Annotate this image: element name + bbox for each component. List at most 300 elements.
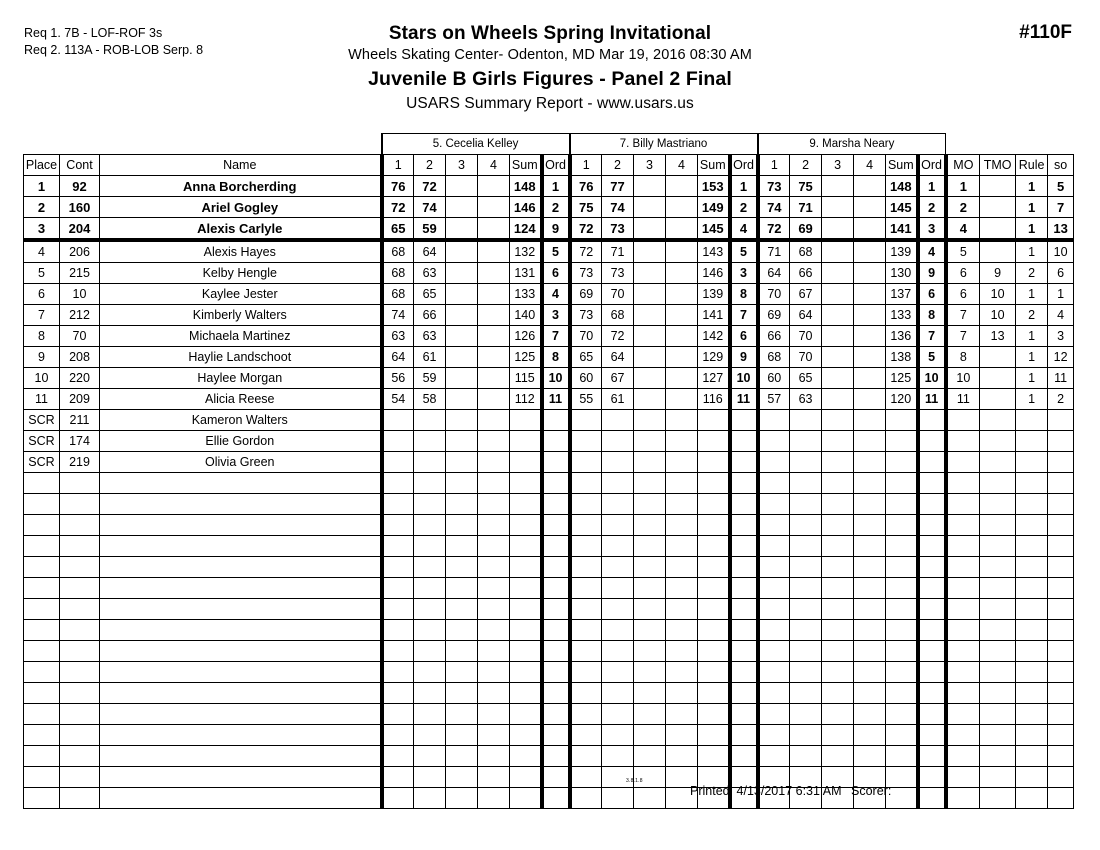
cell-cont: 204 (60, 218, 100, 241)
blank-cell-j3-sum (886, 641, 918, 662)
blank-cell-j3-figure-2 (790, 536, 822, 557)
cell-j1-sum: 132 (510, 240, 542, 263)
cell-j1-sum: 115 (510, 368, 542, 389)
cell-so (1048, 410, 1074, 431)
blank-cell-rule (1016, 536, 1048, 557)
column-header-j3-sum: Sum (886, 155, 918, 176)
cell-tmo (980, 368, 1016, 389)
blank-cell-j3-figure-1 (758, 557, 790, 578)
cell-rule: 1 (1016, 218, 1048, 241)
cell-j2-ord: 2 (730, 197, 758, 218)
blank-cell-j3-figure-2 (790, 515, 822, 536)
blank-cell-rule (1016, 620, 1048, 641)
blank-cell-j1-sum (510, 662, 542, 683)
blank-cell-j2-ord (730, 620, 758, 641)
blank-cell-j3-sum (886, 536, 918, 557)
blank-cell-j1-sum (510, 599, 542, 620)
cell-j2-figure-3 (634, 263, 666, 284)
blank-cell-j1-figure-4 (478, 578, 510, 599)
blank-cell-j1-figure-3 (446, 641, 478, 662)
cell-j3-figure-2: 70 (790, 347, 822, 368)
cell-name: Ellie Gordon (100, 431, 382, 452)
cell-j3-figure-3 (822, 410, 854, 431)
blank-cell-j3-figure-4 (854, 536, 886, 557)
cell-name: Kameron Walters (100, 410, 382, 431)
cell-j2-ord (730, 410, 758, 431)
blank-cell-j2-ord (730, 536, 758, 557)
cell-j3-figure-3 (822, 389, 854, 410)
blank-row (24, 746, 1074, 767)
cell-j1-figure-3 (446, 263, 478, 284)
cell-place: 9 (24, 347, 60, 368)
blank-cell-name (100, 683, 382, 704)
cell-j2-ord: 4 (730, 218, 758, 241)
blank-cell-j3-figure-2 (790, 704, 822, 725)
cell-j1-ord: 3 (542, 305, 570, 326)
cell-j3-figure-4 (854, 410, 886, 431)
cell-j3-ord (918, 431, 946, 452)
blank-row (24, 494, 1074, 515)
column-header-j2-ord: Ord (730, 155, 758, 176)
cell-j2-figure-4 (666, 368, 698, 389)
table-row (24, 218, 1074, 241)
blank-cell-j2-figure-2 (602, 704, 634, 725)
table-row (24, 176, 1074, 197)
blank-cell-j3-sum (886, 704, 918, 725)
cell-j1-ord: 2 (542, 197, 570, 218)
cell-tmo (980, 452, 1016, 473)
column-header-tmo: TMO (980, 155, 1016, 176)
blank-cell-place (24, 620, 60, 641)
cell-j3-figure-2: 68 (790, 240, 822, 263)
blank-cell-j2-ord (730, 725, 758, 746)
blank-cell-place (24, 704, 60, 725)
cell-j3-sum: 138 (886, 347, 918, 368)
cell-tmo (980, 176, 1016, 197)
blank-cell-name (100, 746, 382, 767)
blank-cell-mo (946, 620, 980, 641)
cell-j2-ord: 9 (730, 347, 758, 368)
event-number: #110F (1019, 22, 1072, 43)
blank-cell-tmo (980, 578, 1016, 599)
cell-j3-sum: 145 (886, 197, 918, 218)
blank-cell-so (1048, 536, 1074, 557)
blank-cell-j3-figure-3 (822, 473, 854, 494)
judge-band-tail (946, 134, 1074, 155)
cell-j1-figure-4 (478, 431, 510, 452)
cell-tmo (980, 347, 1016, 368)
column-header-j3-figure-3: 3 (822, 155, 854, 176)
blank-cell-j2-figure-3 (634, 620, 666, 641)
cell-j1-figure-1: 65 (382, 218, 414, 241)
blank-cell-j2-figure-1 (570, 704, 602, 725)
cell-j3-figure-4 (854, 176, 886, 197)
cell-so: 4 (1048, 305, 1074, 326)
blank-cell-j1-figure-3 (446, 746, 478, 767)
blank-cell-j3-figure-2 (790, 683, 822, 704)
scorer-label: Scorer: (851, 784, 892, 798)
blank-cell-j2-figure-1 (570, 494, 602, 515)
blank-cell-j3-sum (886, 578, 918, 599)
cell-mo: 6 (946, 284, 980, 305)
cell-j3-sum: 136 (886, 326, 918, 347)
cell-j3-figure-4 (854, 368, 886, 389)
cell-name: Kaylee Jester (100, 284, 382, 305)
blank-cell-j3-ord (918, 599, 946, 620)
blank-cell-rule (1016, 599, 1048, 620)
cell-j3-figure-4 (854, 347, 886, 368)
cell-j2-ord: 10 (730, 368, 758, 389)
table-row (24, 240, 1074, 263)
requirement-line-1: Req 1. 7B - LOF-ROF 3s (24, 26, 163, 40)
cell-mo (946, 410, 980, 431)
blank-cell-j3-figure-1 (758, 515, 790, 536)
blank-cell-j1-sum (510, 641, 542, 662)
blank-cell-j3-figure-1 (758, 494, 790, 515)
table-row (24, 410, 1074, 431)
blank-cell-j3-figure-3 (822, 599, 854, 620)
blank-cell-j3-figure-2 (790, 473, 822, 494)
cell-j3-ord (918, 410, 946, 431)
cell-j1-ord: 1 (542, 176, 570, 197)
cell-j2-figure-3 (634, 284, 666, 305)
cell-j2-figure-4 (666, 305, 698, 326)
blank-cell-j1-figure-1 (382, 683, 414, 704)
cell-j2-figure-3 (634, 218, 666, 241)
blank-cell-name (100, 473, 382, 494)
cell-j1-figure-3 (446, 452, 478, 473)
blank-cell-cont (60, 473, 100, 494)
blank-cell-j3-sum (886, 620, 918, 641)
blank-cell-j1-sum (510, 494, 542, 515)
cell-place: 4 (24, 240, 60, 263)
column-header-j2-figure-4: 4 (666, 155, 698, 176)
blank-cell-j3-figure-3 (822, 494, 854, 515)
blank-cell-j2-ord (730, 578, 758, 599)
blank-cell-j3-figure-4 (854, 599, 886, 620)
blank-cell-tmo (980, 536, 1016, 557)
cell-j3-figure-2: 67 (790, 284, 822, 305)
cell-j1-figure-1: 68 (382, 263, 414, 284)
blank-cell-j3-sum (886, 599, 918, 620)
blank-row (24, 725, 1074, 746)
cell-j1-figure-2: 64 (414, 240, 446, 263)
cell-j1-figure-1: 68 (382, 284, 414, 305)
cell-j2-figure-4 (666, 218, 698, 241)
cell-j2-figure-1 (570, 410, 602, 431)
cell-j3-figure-3 (822, 218, 854, 241)
cell-j1-figure-4 (478, 410, 510, 431)
cell-j3-figure-1: 71 (758, 240, 790, 263)
cell-j3-figure-3 (822, 431, 854, 452)
blank-cell-j2-figure-1 (570, 746, 602, 767)
cell-j3-sum: 148 (886, 176, 918, 197)
cell-rule (1016, 452, 1048, 473)
cell-j2-sum (698, 431, 730, 452)
cell-j3-sum: 137 (886, 284, 918, 305)
cell-cont: 212 (60, 305, 100, 326)
cell-j3-ord: 10 (918, 368, 946, 389)
blank-row (24, 473, 1074, 494)
cell-place: 3 (24, 218, 60, 241)
blank-cell-mo (946, 494, 980, 515)
blank-cell-j1-figure-2 (414, 704, 446, 725)
blank-cell-j3-figure-1 (758, 578, 790, 599)
blank-cell-j2-figure-3 (634, 536, 666, 557)
blank-cell-j3-figure-1 (758, 725, 790, 746)
judge-band-spacer (24, 134, 382, 155)
blank-cell-mo (946, 683, 980, 704)
blank-cell-j2-figure-2 (602, 494, 634, 515)
cell-j2-figure-1 (570, 431, 602, 452)
cell-j2-figure-2: 67 (602, 368, 634, 389)
cell-j2-figure-1: 72 (570, 240, 602, 263)
blank-cell-cont (60, 746, 100, 767)
cell-name: Olivia Green (100, 452, 382, 473)
cell-j3-ord: 8 (918, 305, 946, 326)
cell-tmo (980, 410, 1016, 431)
blank-cell-j3-figure-3 (822, 746, 854, 767)
blank-cell-j3-figure-4 (854, 662, 886, 683)
cell-j1-sum: 133 (510, 284, 542, 305)
cell-j2-figure-4 (666, 347, 698, 368)
cell-name: Anna Borcherding (100, 176, 382, 197)
cell-name: Michaela Martinez (100, 326, 382, 347)
column-header-row (24, 155, 1074, 176)
blank-cell-j1-figure-4 (478, 662, 510, 683)
cell-j2-figure-2 (602, 452, 634, 473)
cell-j3-ord (918, 452, 946, 473)
competition-title: Stars on Wheels Spring Invitational (388, 23, 712, 44)
cell-name: Haylie Landschoot (100, 347, 382, 368)
cell-tmo (980, 389, 1016, 410)
cell-j2-figure-1: 55 (570, 389, 602, 410)
cell-j1-ord: 10 (542, 368, 570, 389)
cell-cont: 160 (60, 197, 100, 218)
blank-cell-j2-figure-3 (634, 662, 666, 683)
cell-j2-ord: 8 (730, 284, 758, 305)
blank-cell-place (24, 494, 60, 515)
cell-place: SCR (24, 431, 60, 452)
blank-cell-j3-figure-3 (822, 683, 854, 704)
blank-cell-j1-figure-4 (478, 746, 510, 767)
cell-j2-figure-1: 69 (570, 284, 602, 305)
cell-rule: 2 (1016, 305, 1048, 326)
blank-cell-j1-figure-1 (382, 620, 414, 641)
cell-mo: 7 (946, 326, 980, 347)
cell-mo: 4 (946, 218, 980, 241)
cell-j1-figure-1: 64 (382, 347, 414, 368)
blank-cell-j2-ord (730, 473, 758, 494)
cell-j1-ord (542, 410, 570, 431)
blank-cell-tmo (980, 746, 1016, 767)
cell-j2-figure-1: 60 (570, 368, 602, 389)
blank-cell-place (24, 536, 60, 557)
cell-j3-ord: 6 (918, 284, 946, 305)
cell-j3-figure-2: 70 (790, 326, 822, 347)
blank-cell-tmo (980, 725, 1016, 746)
blank-cell-j3-sum (886, 683, 918, 704)
blank-cell-rule (1016, 725, 1048, 746)
report-line: USARS Summary Report - www.usars.us (406, 95, 694, 112)
blank-cell-place (24, 599, 60, 620)
blank-cell-j2-sum (698, 536, 730, 557)
cell-j1-figure-1: 63 (382, 326, 414, 347)
blank-cell-j3-figure-3 (822, 704, 854, 725)
blank-cell-place (24, 746, 60, 767)
cell-j3-sum: 133 (886, 305, 918, 326)
blank-cell-j2-figure-2 (602, 473, 634, 494)
blank-cell-j1-ord (542, 599, 570, 620)
blank-cell-j3-figure-1 (758, 704, 790, 725)
document-header (0, 0, 1100, 118)
cell-j2-figure-3 (634, 240, 666, 263)
blank-cell-j1-figure-3 (446, 473, 478, 494)
cell-j1-figure-4 (478, 284, 510, 305)
blank-row (24, 578, 1074, 599)
blank-cell-j3-figure-2 (790, 725, 822, 746)
cell-j2-figure-2: 77 (602, 176, 634, 197)
blank-cell-j2-figure-3 (634, 515, 666, 536)
blank-cell-j3-figure-1 (758, 536, 790, 557)
cell-j1-figure-1: 54 (382, 389, 414, 410)
cell-j2-figure-3 (634, 347, 666, 368)
cell-j3-figure-1 (758, 431, 790, 452)
blank-cell-j3-ord (918, 683, 946, 704)
blank-cell-name (100, 662, 382, 683)
blank-cell-name (100, 620, 382, 641)
blank-cell-tmo (980, 641, 1016, 662)
blank-cell-rule (1016, 494, 1048, 515)
cell-j1-figure-4 (478, 218, 510, 241)
blank-cell-j2-figure-2 (602, 746, 634, 767)
blank-cell-j3-figure-1 (758, 683, 790, 704)
blank-cell-so (1048, 662, 1074, 683)
blank-cell-j1-sum (510, 473, 542, 494)
cell-j1-figure-2: 72 (414, 176, 446, 197)
cell-mo (946, 431, 980, 452)
blank-cell-so (1048, 788, 1074, 809)
cell-cont: 220 (60, 368, 100, 389)
table-row (24, 263, 1074, 284)
cell-j1-figure-4 (478, 326, 510, 347)
blank-cell-j2-ord (730, 599, 758, 620)
blank-cell-j3-figure-4 (854, 515, 886, 536)
blank-cell-cont (60, 599, 100, 620)
blank-cell-j3-ord (918, 515, 946, 536)
blank-cell-j2-ord (730, 515, 758, 536)
blank-cell-rule (1016, 515, 1048, 536)
cell-j1-figure-3 (446, 410, 478, 431)
blank-cell-j1-figure-3 (446, 494, 478, 515)
blank-cell-j3-figure-2 (790, 599, 822, 620)
cell-mo: 10 (946, 368, 980, 389)
cell-mo: 2 (946, 197, 980, 218)
cell-name: Kimberly Walters (100, 305, 382, 326)
blank-cell-j2-figure-1 (570, 662, 602, 683)
blank-cell-j3-figure-1 (758, 599, 790, 620)
blank-cell-j1-ord (542, 746, 570, 767)
footer-strip (23, 778, 1035, 804)
blank-cell-j1-figure-1 (382, 599, 414, 620)
cell-j2-figure-1: 65 (570, 347, 602, 368)
cell-j3-figure-3 (822, 452, 854, 473)
cell-j1-figure-3 (446, 240, 478, 263)
blank-cell-j1-ord (542, 473, 570, 494)
cell-j3-figure-4 (854, 431, 886, 452)
version-code: 3.8.1.8 (626, 778, 643, 784)
cell-j2-figure-2: 74 (602, 197, 634, 218)
blank-cell-place (24, 725, 60, 746)
cell-j1-figure-3 (446, 431, 478, 452)
cell-j3-figure-2 (790, 410, 822, 431)
blank-cell-cont (60, 704, 100, 725)
cell-rule: 1 (1016, 326, 1048, 347)
column-header-rule: Rule (1016, 155, 1048, 176)
blank-cell-tmo (980, 599, 1016, 620)
blank-cell-j1-figure-3 (446, 536, 478, 557)
blank-cell-j1-figure-3 (446, 578, 478, 599)
cell-place: 5 (24, 263, 60, 284)
blank-cell-j2-figure-3 (634, 578, 666, 599)
blank-cell-cont (60, 536, 100, 557)
blank-cell-j2-figure-4 (666, 641, 698, 662)
blank-cell-j2-figure-1 (570, 473, 602, 494)
results-table (23, 133, 1074, 809)
blank-cell-place (24, 641, 60, 662)
cell-j1-sum: 131 (510, 263, 542, 284)
blank-cell-j3-figure-2 (790, 641, 822, 662)
blank-cell-j3-ord (918, 704, 946, 725)
blank-cell-j3-figure-2 (790, 494, 822, 515)
blank-cell-name (100, 515, 382, 536)
cell-cont: 219 (60, 452, 100, 473)
cell-j2-figure-3 (634, 431, 666, 452)
blank-cell-cont (60, 557, 100, 578)
blank-cell-j3-ord (918, 536, 946, 557)
cell-j3-figure-1: 66 (758, 326, 790, 347)
column-header-j1-figure-1: 1 (382, 155, 414, 176)
blank-cell-j1-figure-2 (414, 536, 446, 557)
cell-j1-figure-4 (478, 176, 510, 197)
blank-cell-j1-figure-2 (414, 578, 446, 599)
cell-tmo (980, 431, 1016, 452)
blank-cell-cont (60, 641, 100, 662)
cell-j1-figure-4 (478, 389, 510, 410)
column-header-so: so (1048, 155, 1074, 176)
blank-cell-j1-figure-3 (446, 557, 478, 578)
cell-name: Alexis Hayes (100, 240, 382, 263)
blank-cell-name (100, 578, 382, 599)
requirement-line-2: Req 2. 113A - ROB-LOB Serp. 8 (24, 43, 204, 57)
blank-cell-j3-figure-2 (790, 578, 822, 599)
blank-cell-j2-figure-1 (570, 725, 602, 746)
blank-cell-name (100, 704, 382, 725)
cell-so: 6 (1048, 263, 1074, 284)
cell-j1-figure-2: 59 (414, 368, 446, 389)
blank-cell-so (1048, 515, 1074, 536)
cell-j3-ord: 3 (918, 218, 946, 241)
blank-cell-j3-figure-4 (854, 683, 886, 704)
cell-j3-figure-2: 71 (790, 197, 822, 218)
cell-j3-sum: 125 (886, 368, 918, 389)
cell-j1-figure-1 (382, 452, 414, 473)
cell-tmo: 13 (980, 326, 1016, 347)
cell-j1-ord: 6 (542, 263, 570, 284)
blank-cell-j1-figure-4 (478, 620, 510, 641)
cell-j3-figure-3 (822, 176, 854, 197)
cell-j3-figure-4 (854, 218, 886, 241)
